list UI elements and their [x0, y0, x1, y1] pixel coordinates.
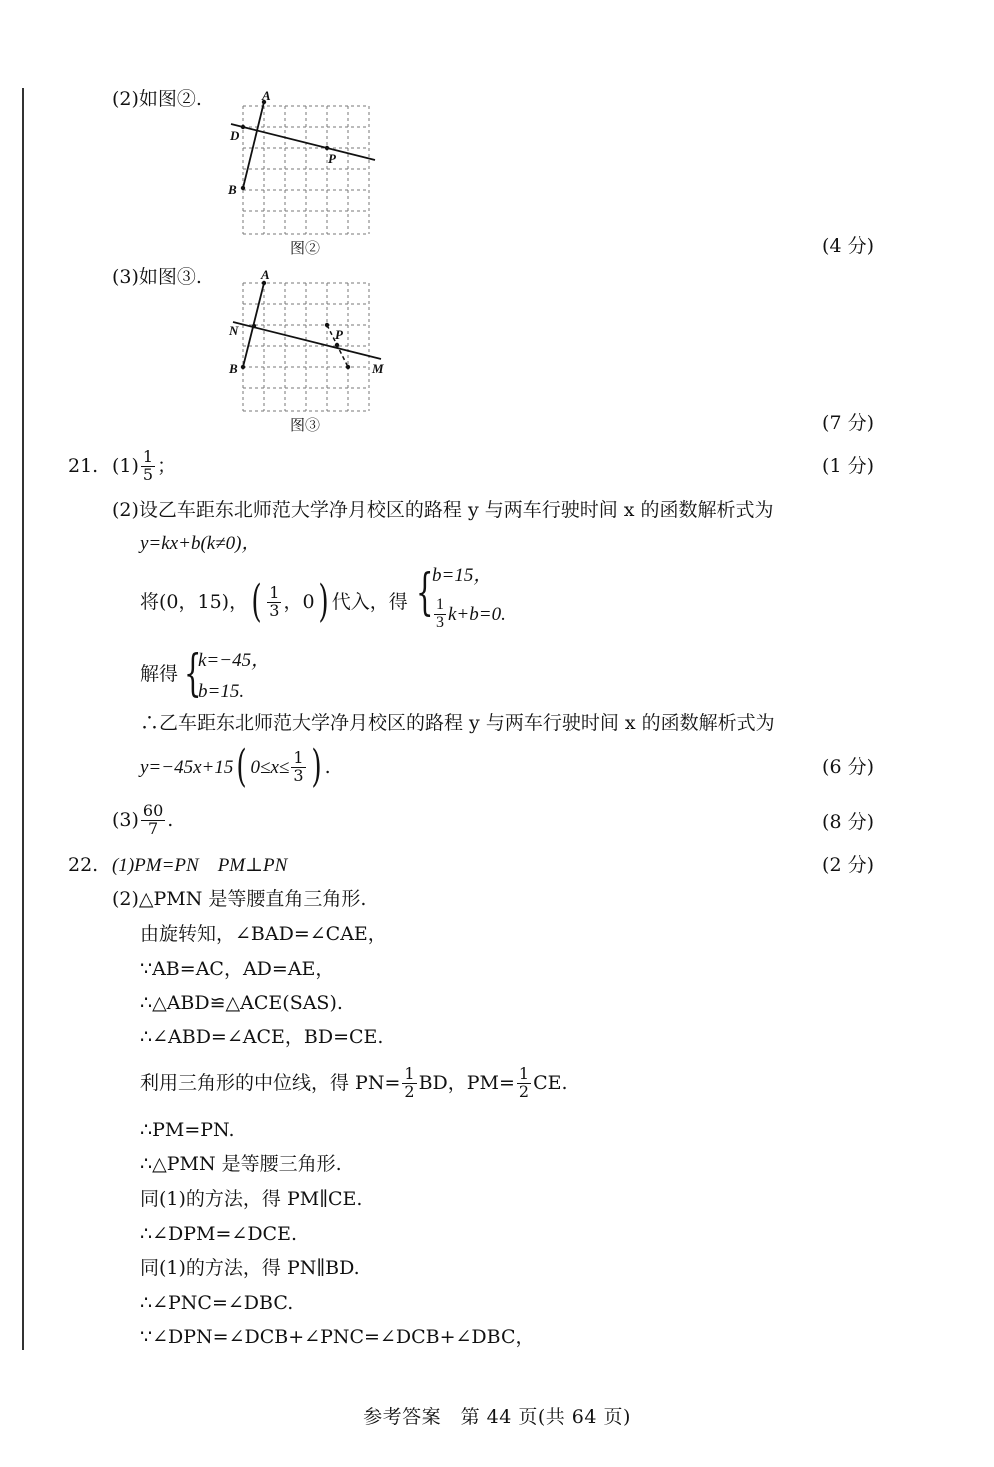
q21-part2-line1: (2)设乙车距东北师范大学净月校区的路程 y 与两车行驶时间 x 的函数解析式为 — [112, 499, 774, 521]
q22-part2-title: (2)△PMN 是等腰直角三角形. — [112, 888, 367, 910]
q21-system1-brace: { — [416, 563, 434, 621]
fig3-label-a: A — [261, 267, 270, 282]
q21-number: 21. — [68, 455, 99, 477]
q20-part2-label: (2)如图②. — [112, 88, 202, 110]
q22-line-pm: ∴PM=PN. — [140, 1119, 235, 1141]
q20-part2-score: (4 分) — [822, 235, 874, 257]
q22-part1-score: (2 分) — [822, 854, 874, 876]
q22-line-rotation: 由旋转知，∠BAD=∠CAE， — [140, 923, 387, 945]
fig2-label-p: P — [328, 151, 336, 166]
q21-part1-score: (1 分) — [822, 455, 874, 477]
q22-line-angle1: ∴∠DPM=∠DCE. — [140, 1223, 298, 1245]
q22-line-isosceles: ∴△PMN 是等腰三角形. — [140, 1153, 342, 1175]
q22-line-equal: ∴∠ABD=∠ACE，BD=CE. — [140, 1026, 384, 1048]
q21-system2-brace: { — [184, 644, 202, 702]
fig3-label-m: M — [372, 361, 384, 376]
fig2-label-a: A — [262, 88, 271, 103]
q20-part3-score: (7 分) — [822, 412, 874, 434]
figure-3 — [225, 265, 395, 415]
q21-system1-eq2: $\frac{1}{3}$ k+b=0. — [436, 595, 506, 631]
q22-midline: 利用三角形的中位线，得 PN= $\frac{1}{2}$ BD，PM= $\frac{1}{2}$ CE. — [140, 1063, 568, 1101]
q21-part2-line2: y=kx+b(k≠0)， — [140, 533, 261, 554]
q21-substitute: 将(0，15)， ( $\frac{1}{3}$ ，0 ) 代入，得 — [140, 576, 408, 627]
q22-line-angle2: ∴∠PNC=∠DBC. — [140, 1292, 294, 1314]
q21-solve-label: 解得 — [140, 663, 179, 685]
q21-part2-score: (6 分) — [822, 756, 874, 778]
fig3-label-n: N — [229, 323, 239, 338]
q21-system2-eq1: k=−45， — [198, 650, 271, 671]
q21-system2-eq2: b=15. — [198, 681, 245, 702]
q22-part1: (1)PM=PN PM⊥PN — [112, 855, 288, 876]
q22-line-parallel2: 同(1)的方法，得 PN∥BD. — [140, 1257, 360, 1279]
fig3-label-b: B — [229, 361, 238, 376]
fig3-label-p: P — [335, 327, 343, 342]
q21-part3: (3) $\frac{60}{7}$ . — [112, 800, 174, 838]
segment-ab — [243, 102, 264, 188]
line-dp — [231, 124, 375, 160]
margin-rule — [22, 88, 24, 1350]
page-footer: 参考答案 第 44 页(共 64 页) — [363, 1406, 631, 1428]
fig3-caption: 图③ — [290, 416, 321, 434]
q22-line-congruent: ∴△ABD≌△ACE(SAS). — [140, 992, 343, 1014]
q22-line-last: ∵∠DPN=∠DCB+∠PNC=∠DCB+∠DBC， — [140, 1326, 535, 1348]
fig2-label-d: D — [230, 128, 240, 143]
q21-part1: (1) $\frac{1}{5}$ ； — [112, 446, 177, 484]
q21-conclusion: ∴乙车距东北师范大学净月校区的路程 y 与两车行驶时间 x 的函数解析式为 — [140, 712, 775, 734]
q22-line-since: ∵AB=AC，AD=AE， — [140, 958, 335, 980]
q22-line-parallel1: 同(1)的方法，得 PM∥CE. — [140, 1188, 363, 1210]
q21-system1-eq1: b=15， — [432, 565, 493, 586]
fig2-label-b: B — [228, 182, 237, 197]
q20-part3-label: (3)如图③. — [112, 266, 202, 288]
q21-final-equation: y=−45x+15 ( 0≤x≤ $\frac{1}{3}$ ) . — [140, 741, 331, 792]
fig2-caption: 图② — [290, 239, 321, 257]
q21-part3-score: (8 分) — [822, 811, 874, 833]
q22-number: 22. — [68, 854, 99, 876]
figure-2 — [225, 88, 385, 238]
